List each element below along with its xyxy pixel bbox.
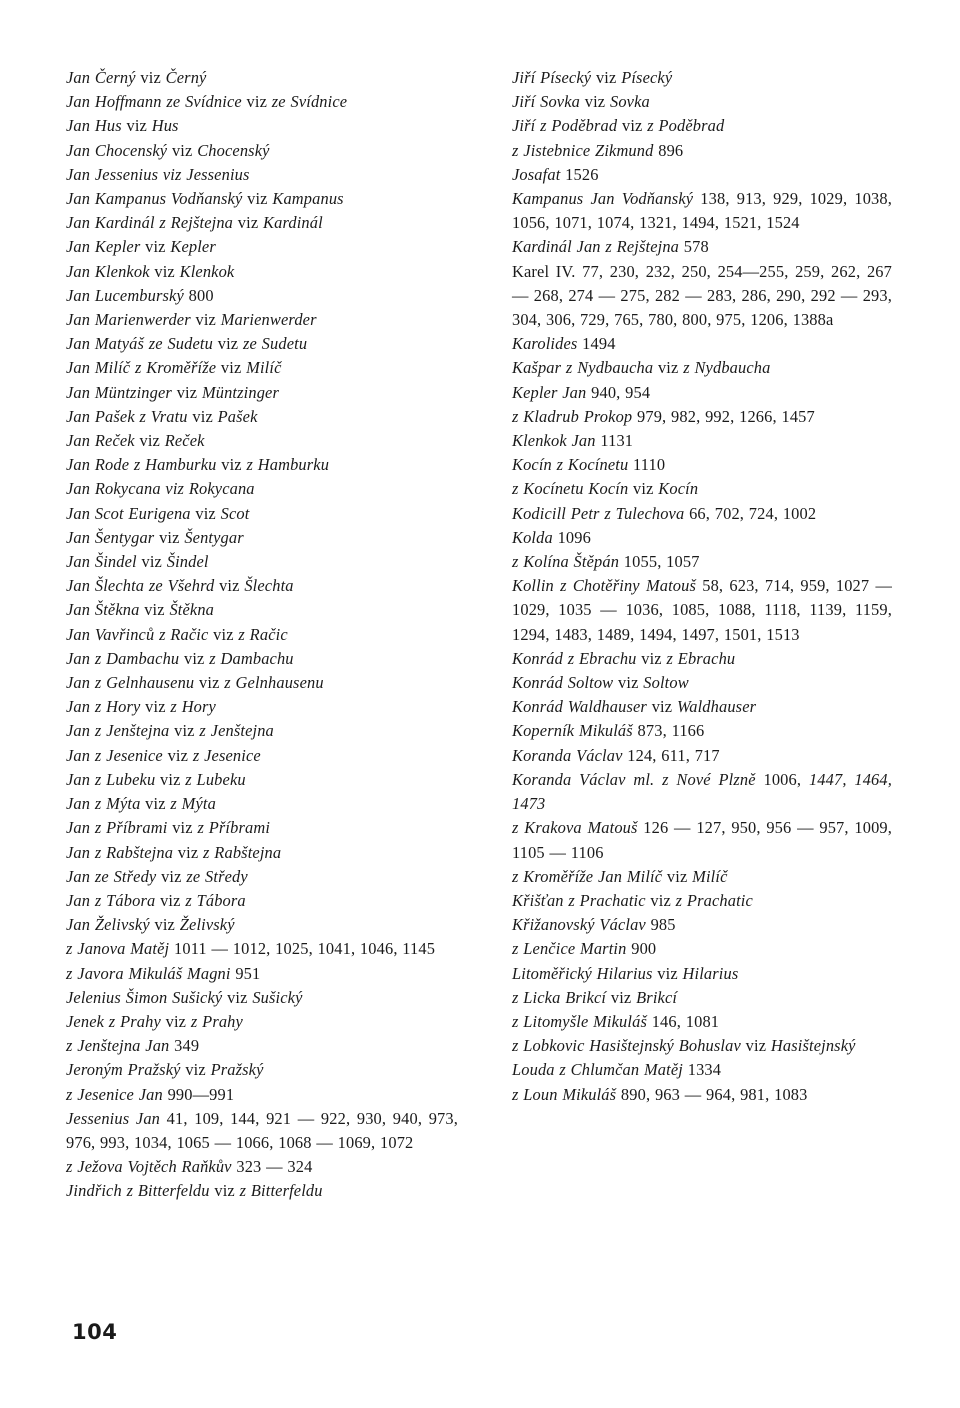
entry-reference: 900 [626, 939, 657, 959]
entry-name: Litoměřický Hilarius [512, 963, 653, 983]
entry-reference: viz [740, 1036, 771, 1056]
entry-name: Jan Pašek z Vratu [66, 406, 188, 426]
entry-reference: 323 — 324 [231, 1157, 313, 1177]
entry-reference: viz [169, 721, 200, 741]
index-entry [512, 187, 892, 235]
index-entry [512, 1058, 892, 1082]
entry-name: z Ebrachu [666, 648, 736, 668]
entry-reference: viz [180, 1060, 211, 1080]
entry-reference: viz [216, 358, 247, 378]
entry-name: Jan Rode z Hamburku [66, 455, 217, 475]
entry-name: Kocín [658, 479, 699, 499]
index-entry [512, 332, 892, 356]
index-entry [512, 260, 892, 333]
entry-name: Jindřich z Bitterfeldu [66, 1181, 210, 1201]
entry-name: Konrád Soltow [512, 673, 614, 693]
entry-name: Jan Černý [66, 68, 136, 87]
entry-reference: Karel IV. 77, 230, 232, 250, 254—255, 259, 262, 267 — 268, 274 — 275, 282 — 283, 286, 290, 292 — 293, 304, 306, 729, 765, 780, 800, 975, 1206, 1388a [512, 261, 892, 330]
index-column-left [66, 66, 458, 1204]
entry-name: Kampanus Jan Vodňanský [512, 189, 694, 209]
entry-reference: viz [214, 576, 245, 596]
entry-reference: 41, 109, 144, 921 — 922, 930, 940, 973, 976, 993, 1034, 1065 — 1066, 1068 — 1069, 1072 [66, 1108, 458, 1152]
entry-name: Soltow [643, 673, 689, 693]
entry-reference: 800 [183, 285, 214, 305]
entry-name: Černý [165, 68, 207, 87]
entry-name: Jan Klenkok [66, 261, 150, 281]
entry-reference: viz [149, 261, 180, 281]
index-entry [512, 405, 892, 429]
entry-reference: viz [134, 431, 165, 451]
index-entry [512, 139, 892, 163]
entry-name: z Rabštejna [203, 842, 282, 862]
index-entry [512, 90, 892, 114]
index-entry [66, 260, 458, 284]
entry-name: Brikcí [636, 987, 678, 1007]
entry-name: Jan Lucemburský [66, 285, 184, 305]
index-entry [66, 308, 458, 332]
index-entry [66, 453, 458, 477]
entry-name: z Kladrub Prokop [512, 406, 633, 426]
index-entry [66, 1179, 458, 1203]
index-entry [66, 187, 458, 211]
entry-name: Konrád Waldhauser [512, 697, 647, 717]
entry-reference: 138, 913, 929, 1029, 1038, 1056, 1071, 1074, 1321, 1494, 1521, 1524 [512, 189, 892, 233]
index-entry [66, 235, 458, 259]
index-entry [66, 816, 458, 840]
entry-name: Marienwerder [220, 310, 317, 330]
entry-name: z Kocínetu Kocín [512, 479, 629, 499]
entry-reference: viz [167, 140, 198, 160]
entry-name: Kepler [170, 237, 216, 257]
entry-reference: viz [216, 455, 247, 475]
entry-reference: 940, 954 [586, 382, 651, 402]
index-entry [66, 114, 458, 138]
entry-name: Jessenius Jan [66, 1108, 161, 1128]
index-entry [66, 477, 458, 501]
entry-name: z Jenštejna Jan [66, 1036, 170, 1056]
entry-name: Pašek [217, 406, 258, 426]
entry-reference: viz [187, 406, 218, 426]
index-entry [512, 453, 892, 477]
index-entry [512, 647, 892, 671]
index-entry [512, 381, 892, 405]
entry-name: z Gelnhausenu [224, 673, 324, 693]
entry-reference: viz [652, 963, 683, 983]
entry-name: Jan Šlechta ze Všehrd [66, 576, 215, 596]
index-entry [66, 90, 458, 114]
entry-name: z Dambachu [209, 648, 294, 668]
entry-name: Písecký [621, 68, 673, 87]
entry-reference: viz [222, 987, 253, 1007]
entry-name: Kašpar z Nydbaucha [512, 358, 654, 378]
entry-name: Kollin z Chotěřiny Matouš [512, 576, 697, 596]
index-entry [512, 66, 892, 90]
index-entry [512, 816, 892, 864]
entry-name: z Hory [170, 697, 216, 717]
entry-reference: 985 [645, 915, 676, 935]
entry-reference: viz [645, 890, 676, 910]
index-entry [512, 719, 892, 743]
entry-name: Chocenský [197, 140, 270, 160]
index-entry [512, 502, 892, 526]
entry-name: Jan ze Středy [66, 866, 157, 886]
index-entry [512, 768, 892, 816]
entry-reference: 58, 623, 714, 959, 1027 — 1029, 1035 — 1036, 1085, 1088, 1118, 1139, 1159, 1294, 1483, 1489, 1494, 1497, 1501, 1513 [512, 576, 892, 644]
index-entry [512, 1083, 892, 1107]
index-entry [512, 889, 892, 913]
entry-reference: 1131 [595, 431, 634, 451]
entry-reference: viz [139, 600, 170, 620]
index-entry [66, 841, 458, 865]
entry-name: z Poděbrad [647, 116, 725, 136]
entry-reference: 126 — 127, 950, 956 — 957, 1009, 1105 — 1106 [512, 818, 893, 862]
entry-name: z Loun Mikuláš [512, 1084, 617, 1104]
entry-reference: 124, 611, 717 [622, 745, 720, 765]
entry-reference: viz [154, 527, 185, 547]
entry-name: z Jenštejna [199, 721, 274, 741]
index-entry [512, 744, 892, 768]
entry-name: Šlechta [244, 576, 294, 596]
entry-name: Jan z Jesenice [66, 745, 163, 765]
entry-name: ze Středy [186, 866, 248, 886]
index-entry [512, 937, 892, 961]
index-entry [66, 1010, 458, 1034]
entry-reference: viz [136, 552, 167, 572]
entry-reference: viz [636, 648, 667, 668]
entry-name: Kodicill Petr z Tulechova [512, 503, 685, 523]
index-entry [66, 623, 458, 647]
entry-name: Josafat [512, 164, 561, 184]
entry-name: z Jesenice [192, 745, 261, 765]
index-entry [66, 502, 458, 526]
entry-reference: viz [233, 213, 264, 233]
entry-name: Jan Želivský [66, 915, 150, 935]
entry-name: Jan Milíč z Kroměříže [66, 358, 217, 378]
entry-name: Jan Marienwerder [66, 310, 191, 330]
index-entry [66, 332, 458, 356]
index-entry [66, 719, 458, 743]
entry-name: z Javora Mikuláš Magni [66, 963, 231, 983]
entry-reference: 1526 [560, 164, 599, 184]
index-entry [66, 356, 458, 380]
entry-reference: viz [190, 310, 221, 330]
entry-reference: viz [140, 697, 171, 717]
entry-name: Milíč [692, 866, 728, 886]
entry-name: Jan Šindel [66, 552, 137, 572]
index-entry [66, 405, 458, 429]
entry-reference: 1006, [755, 769, 809, 789]
index-entry [512, 114, 892, 138]
entry-reference: 951 [230, 963, 261, 983]
entry-reference: viz [190, 503, 221, 523]
entry-name: z Bitterfeldu [239, 1181, 323, 1201]
entry-reference: 349 [169, 1036, 200, 1056]
entry-name: Kocín z Kocínetu [512, 455, 629, 475]
entry-name: Kampanus [272, 189, 344, 209]
entry-name: Jan z Příbrami [66, 818, 168, 838]
entry-name: z Hamburku [246, 455, 330, 475]
index-entry [512, 1034, 892, 1058]
entry-reference: viz [140, 237, 171, 257]
entry-reference: viz [140, 794, 171, 814]
entry-reference: viz [241, 92, 272, 112]
entry-name: Křižanovský Václav [512, 915, 646, 935]
entry-name: Koperník Mikuláš [512, 721, 633, 741]
entry-reference: 146, 1081 [646, 1011, 720, 1031]
entry-name: z Kolína Štěpán [512, 552, 620, 572]
index-entry [512, 356, 892, 380]
entry-name: Jan Matyáš ze Sudetu [66, 334, 213, 354]
index-entry [66, 937, 458, 961]
entry-reference: viz [617, 116, 648, 136]
entry-name: Milíč [246, 358, 282, 378]
entry-reference: 1494 [577, 334, 616, 354]
entry-reference: viz [121, 116, 152, 136]
entry-name: Klenkok Jan [512, 431, 596, 451]
entry-reference: viz [580, 92, 610, 112]
entry-name: z Lubeku [185, 769, 246, 789]
index-entry [512, 671, 892, 695]
index-entry [66, 211, 458, 235]
entry-name: Jiří z Poděbrad [512, 116, 618, 136]
entry-name: z Krakova Matouš [512, 818, 638, 838]
entry-name: z Licka Brikcí [512, 987, 607, 1007]
entry-name: Jenek z Prahy [66, 1011, 161, 1031]
index-entry [66, 1155, 458, 1179]
entry-name: Štěkna [169, 600, 215, 620]
entry-name: Louda z Chlumčan Matěj [512, 1060, 683, 1080]
entry-name: z Janova Matěj [66, 939, 170, 959]
entry-reference: viz [613, 673, 644, 693]
entry-name: Sušický [252, 987, 303, 1007]
index-entry [66, 381, 458, 405]
entry-name: Karolides [512, 334, 578, 354]
entry-name: z Lobkovic Hasištejnský Bohuslav [512, 1036, 741, 1056]
entry-name: Jan Kardinál z Rejštejna [66, 213, 234, 233]
entry-name: Kardinál [263, 213, 323, 233]
entry-name: Jan z Dambachu [66, 648, 180, 668]
entry-name: Hilarius [682, 963, 739, 983]
entry-name: Jan z Mýta [66, 794, 141, 814]
index-entry [66, 526, 458, 550]
entry-name: z Račic [238, 624, 288, 644]
entry-name: z Příbrami [197, 818, 271, 838]
index-entry [512, 574, 892, 647]
entry-reference: viz [208, 624, 239, 644]
index-entry [512, 526, 892, 550]
entry-reference: 896 [653, 140, 684, 160]
index-entry [66, 1034, 458, 1058]
index-entry [66, 865, 458, 889]
entry-reference: 979, 982, 992, 1266, 1457 [632, 406, 815, 426]
index-entry [512, 695, 892, 719]
index-entry [66, 913, 458, 937]
index-entry [66, 671, 458, 695]
index-entry [512, 235, 892, 259]
entry-name: Jan z Jenštejna [66, 721, 170, 741]
entry-name: ze Sudetu [242, 334, 308, 354]
entry-name: Scot [220, 503, 250, 523]
entry-name: Jan z Hory [66, 697, 141, 717]
entry-name: Müntzinger [201, 382, 280, 402]
entry-reference: 990—991 [162, 1084, 235, 1104]
entry-name: Hus [151, 116, 179, 136]
index-column-right [512, 66, 892, 1107]
entry-name: ze Svídnice [271, 92, 348, 112]
page-number: 104 [72, 1320, 118, 1344]
entry-reference: 1096 [552, 527, 591, 547]
index-entry [512, 913, 892, 937]
index-entry [66, 574, 458, 598]
entry-name: z Prahy [190, 1011, 243, 1031]
entry-reference: 1011 — 1012, 1025, 1041, 1046, 1145 [169, 939, 436, 959]
entry-name: Křišťan z Prachatic [512, 890, 646, 910]
index-entry [66, 429, 458, 453]
entry-reference: 1055, 1057 [619, 552, 700, 572]
entry-name: Pražský [210, 1060, 264, 1080]
entry-name: Jan Jessenius viz Jessenius [66, 164, 250, 184]
index-entry [66, 66, 458, 90]
entry-reference: viz [167, 818, 198, 838]
entry-name: z Tábora [185, 890, 246, 910]
entry-name: Konrád z Ebrachu [512, 648, 637, 668]
entry-reference: 1334 [682, 1060, 722, 1080]
entry-reference: viz [194, 673, 225, 693]
index-entry [66, 744, 458, 768]
entry-name: Želivský [179, 915, 235, 935]
index-entry [66, 1058, 458, 1082]
entry-name: z Prachatic [675, 890, 753, 910]
entry-reference: viz [591, 68, 622, 87]
entry-name: Klenkok [179, 261, 235, 281]
entry-reference: viz [628, 479, 659, 499]
index-entry [512, 865, 892, 889]
index-entry [66, 768, 458, 792]
index-entry [512, 962, 892, 986]
entry-name: Jan Kepler [66, 237, 141, 257]
entry-reference: viz [173, 842, 204, 862]
index-entry [512, 163, 892, 187]
entry-reference: viz [162, 745, 193, 765]
entry-name: Koranda Václav [512, 745, 623, 765]
index-entry [66, 139, 458, 163]
entry-reference: viz [662, 866, 693, 886]
entry-reference: viz [209, 1181, 240, 1201]
index-entry [66, 1107, 458, 1155]
index-entry [66, 986, 458, 1010]
entry-name: z Jistebnice Zikmund [512, 140, 654, 160]
entry-name: z Nydbaucha [683, 358, 771, 378]
entry-reference: viz [155, 769, 186, 789]
index-entry [66, 284, 458, 308]
entry-name: Jiří Sovka [512, 92, 580, 112]
entry-name: Jan Reček [66, 431, 135, 451]
entry-name: Waldhauser [676, 697, 757, 717]
entry-name: z Lenčice Martin [512, 939, 627, 959]
index-entry [512, 550, 892, 574]
entry-name: z Ježova Vojtěch Raňkův [66, 1157, 232, 1177]
entry-name: Jan z Lubeku [66, 769, 156, 789]
entry-reference: viz [212, 334, 243, 354]
entry-reference: viz [156, 866, 187, 886]
entry-reference: 578 [679, 237, 709, 257]
entry-reference: viz [171, 382, 202, 402]
index-entry [66, 792, 458, 816]
entry-name: Sovka [609, 92, 650, 112]
index-entry [66, 598, 458, 622]
entry-reference: viz [135, 68, 166, 87]
entry-name: Jan Vavřinců z Račic [66, 624, 209, 644]
entry-name: Jeroným Pražský [66, 1060, 181, 1080]
index-entry [66, 962, 458, 986]
entry-name: Hasištejnský [770, 1036, 856, 1056]
entry-name: Reček [164, 431, 205, 451]
entry-reference: viz [179, 648, 210, 668]
index-entry [66, 550, 458, 574]
entry-name: z Mýta [170, 794, 216, 814]
entry-name: Jan Štěkna [66, 600, 140, 620]
entry-reference: viz [653, 358, 684, 378]
entry-name: Jan Hus [66, 116, 122, 136]
index-entry [66, 163, 458, 187]
entry-name: Kepler Jan [512, 382, 587, 402]
entry-reference: 890, 963 — 964, 981, 1083 [616, 1084, 808, 1104]
entry-name: Jan Rokycana viz Rokycana [66, 479, 255, 499]
entry-name: Jan Scot Eurigena [66, 503, 191, 523]
entry-name: z Kroměříže Jan Milíč [512, 866, 663, 886]
index-entry [66, 695, 458, 719]
entry-reference: viz [646, 697, 677, 717]
entry-name: Jan Šentygar [66, 527, 155, 547]
index-entry [66, 647, 458, 671]
entry-name: Jan Kampanus Vodňanský [66, 189, 243, 209]
entry-reference: 873, 1166 [632, 721, 705, 741]
index-entry [66, 889, 458, 913]
entry-name: Šentygar [184, 527, 244, 547]
entry-reference: 66, 702, 724, 1002 [684, 503, 817, 523]
entry-name: Jiří Písecký [512, 68, 592, 87]
entry-name: Jan Hoffmann ze Svídnice [66, 92, 242, 112]
entry-name: Jelenius Šimon Sušický [66, 987, 223, 1007]
entry-name: Kardinál Jan z Rejštejna [512, 237, 680, 257]
entry-name: z Jesenice Jan [66, 1084, 163, 1104]
index-entry [66, 1083, 458, 1107]
index-entry [512, 429, 892, 453]
entry-name: z Litomyšle Mikuláš [512, 1011, 647, 1031]
entry-reference: viz [149, 915, 180, 935]
entry-name: Jan z Rabštejna [66, 842, 174, 862]
entry-name: Jan z Tábora [66, 890, 156, 910]
index-entry [512, 477, 892, 501]
entry-name: Jan z Gelnhausenu [66, 673, 195, 693]
entry-name: 1447, 1464, 1473 [512, 769, 892, 814]
entry-reference: viz [606, 987, 637, 1007]
entry-name: Šindel [166, 552, 209, 572]
entry-name: Jan Chocenský [66, 140, 168, 160]
entry-name: Koranda Václav ml. z Nové Plzně [512, 769, 756, 789]
index-entry [512, 986, 892, 1010]
entry-name: Jan Müntzinger [66, 382, 172, 402]
entry-reference: viz [160, 1011, 191, 1031]
entry-name: Kolda [512, 527, 553, 547]
index-entry [512, 1010, 892, 1034]
entry-reference: viz [155, 890, 186, 910]
entry-reference: viz [242, 189, 273, 209]
entry-reference: 1110 [628, 455, 666, 475]
